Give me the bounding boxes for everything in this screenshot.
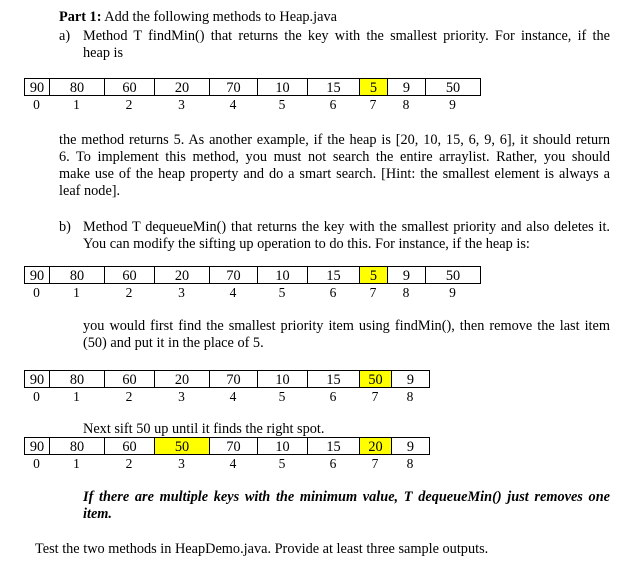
heap-index: 5 [278, 456, 286, 471]
item-b-after-line1: you would first find the smallest priority item using findMin(), then remove the last item [83, 318, 610, 334]
heap-cell: 70 [209, 266, 258, 284]
heap-cell: 50 [425, 78, 481, 96]
heap-index: 4 [229, 389, 237, 404]
heap-index: 6 [329, 285, 337, 300]
heap-cell: 20 [359, 437, 392, 455]
item-a-para-line: 6. To implement this method, you must not search the entire arraylist. Rather, you should [59, 149, 610, 165]
heap-cell: 9 [391, 437, 430, 455]
heap-cell: 15 [307, 437, 360, 455]
heap-cell: 80 [49, 78, 105, 96]
heap-index: 8 [402, 97, 410, 112]
item-b-after-line2: (50) and put it in the place of 5. [83, 335, 264, 351]
heap-cell: 15 [307, 266, 360, 284]
heap-index: 5 [278, 97, 286, 112]
heap-index: 6 [329, 389, 337, 404]
heap-index: 4 [229, 456, 237, 471]
heap-cell: 9 [387, 78, 426, 96]
heap-index: 7 [369, 97, 377, 112]
heap-index: 1 [73, 285, 80, 300]
heap-cell: 60 [104, 266, 155, 284]
part-title-rest: Add the following methods to Heap.java [101, 9, 337, 25]
note-line1: If there are multiple keys with the minimum value, T dequeueMin() just removes one [83, 489, 610, 505]
heap-index: 6 [329, 97, 337, 112]
heap-cell: 60 [104, 370, 155, 388]
heap-cell: 15 [307, 78, 360, 96]
heap-index: 1 [73, 456, 80, 471]
heap-cell: 20 [154, 78, 210, 96]
heap-cell: 5 [359, 266, 388, 284]
heap-index: 5 [278, 285, 286, 300]
heap-index: 1 [73, 389, 80, 404]
heap-cell: 90 [24, 266, 50, 284]
heap-index: 2 [125, 389, 133, 404]
heap-cell: 60 [104, 78, 155, 96]
sift-text: Next sift 50 up until it finds the right spot. [83, 421, 325, 437]
item-a-line2: heap is [83, 45, 124, 61]
heap-index: 3 [178, 97, 185, 112]
heap-cell: 20 [154, 370, 210, 388]
heap-index: 7 [371, 389, 379, 404]
heap-index: 5 [278, 389, 286, 404]
heap-cell: 50 [425, 266, 481, 284]
heap-index: 2 [125, 456, 133, 471]
part-heading [59, 9, 337, 26]
heap-cell: 9 [387, 266, 426, 284]
footer-instruction: Test the two methods in HeapDemo.java. Provide at least three sample outputs. [35, 541, 489, 557]
heap-cell: 60 [104, 437, 155, 455]
item-a-para-line: make use of the heap property and do a smart search. [Hint: the smallest element is always a [59, 166, 610, 182]
heap-cell: 50 [154, 437, 210, 455]
heap-index: 7 [369, 285, 377, 300]
item-a-para-line: the method returns 5. As another example, if the heap is [20, 10, 15, 6, 9, 6], it should return [59, 132, 610, 148]
item-a-marker: a) [59, 28, 71, 44]
heap-cell: 50 [359, 370, 392, 388]
heap-cell: 9 [391, 370, 430, 388]
heap-cell: 10 [257, 437, 308, 455]
heap-index: 3 [178, 285, 185, 300]
heap-index: 3 [178, 389, 185, 404]
heap-index: 0 [33, 285, 40, 300]
heap-cell: 90 [24, 437, 50, 455]
heap-index: 0 [33, 456, 40, 471]
heap-index: 9 [449, 97, 456, 112]
heap-cell: 5 [359, 78, 388, 96]
heap-index: 1 [73, 97, 80, 112]
heap-index: 8 [406, 456, 414, 471]
heap-index: 8 [406, 389, 414, 404]
part-title: Part 1: [59, 9, 102, 25]
heap-index: 4 [229, 97, 237, 112]
item-b-line2: You can modify the sifting up operation to do this. For instance, if the heap is: [83, 236, 530, 252]
heap-cell: 80 [49, 266, 105, 284]
heap-index: 2 [125, 285, 133, 300]
heap-cell: 80 [49, 370, 105, 388]
item-a-line1: Method T findMin() that returns the key with the smallest priority. For instance, if the [83, 28, 610, 44]
heap-cell: 80 [49, 437, 105, 455]
heap-cell: 20 [154, 266, 210, 284]
heap-cell: 70 [209, 78, 258, 96]
heap-cell: 10 [257, 266, 308, 284]
heap-cell: 15 [307, 370, 360, 388]
heap-index: 9 [449, 285, 456, 300]
item-a-para-line: leaf node]. [59, 183, 121, 199]
heap-cell: 70 [209, 370, 258, 388]
heap-index: 2 [125, 97, 133, 112]
heap-cell: 90 [24, 370, 50, 388]
heap-cell: 90 [24, 78, 50, 96]
item-b-line1: Method T dequeueMin() that returns the key with the smallest priority and also deletes it. [83, 219, 610, 235]
heap-index: 4 [229, 285, 237, 300]
item-b-marker: b) [59, 219, 71, 235]
heap-index: 6 [329, 456, 337, 471]
heap-cell: 70 [209, 437, 258, 455]
heap-cell: 10 [257, 370, 308, 388]
heap-cell: 10 [257, 78, 308, 96]
heap-index: 3 [178, 456, 185, 471]
heap-index: 0 [33, 389, 40, 404]
heap-index: 0 [33, 97, 40, 112]
heap-index: 8 [402, 285, 410, 300]
heap-index: 7 [371, 456, 379, 471]
note-line2: item. [83, 506, 112, 522]
